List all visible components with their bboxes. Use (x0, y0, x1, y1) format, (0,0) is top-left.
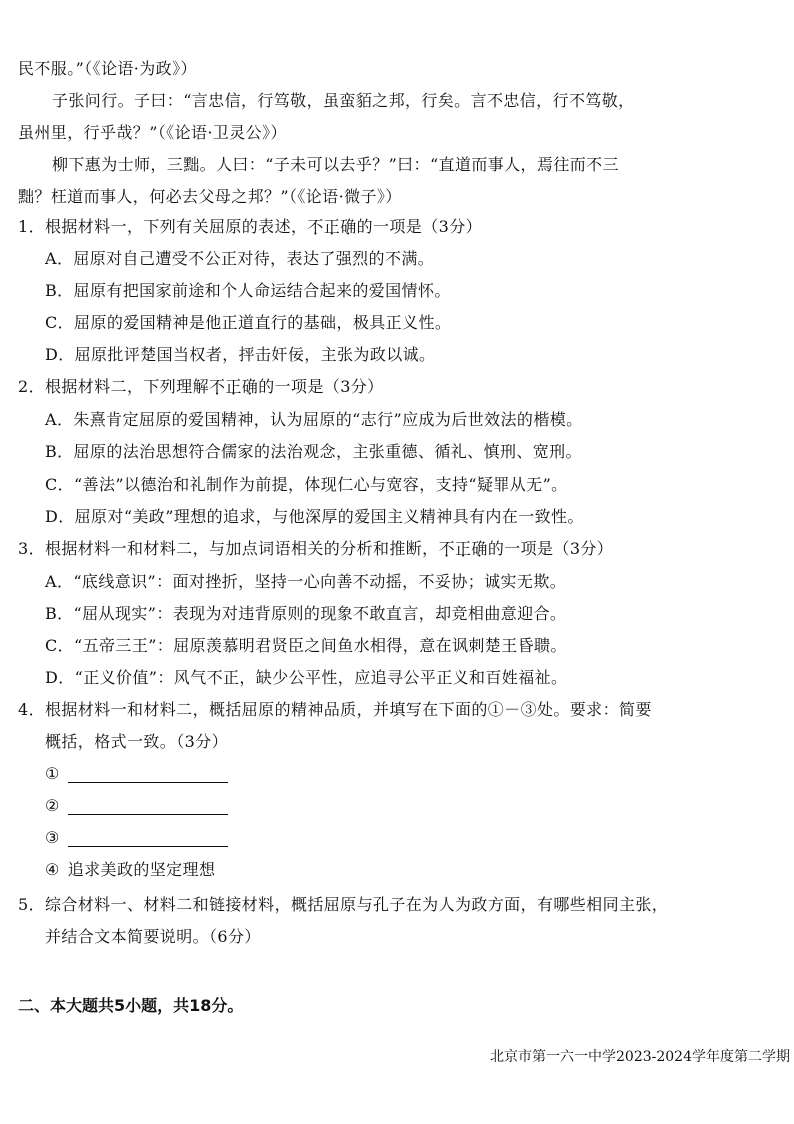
quote-line-2: 子张问行。子曰：“言忠信，行笃敬，虽蛮貊之邦，行矣。言不忠信，行不笃敬， (52, 91, 635, 110)
q1-option-a: A．屈原对自己遭受不公正对待，表达了强烈的不满。 (45, 249, 435, 268)
question-5-line-2: 并结合文本简要说明。（6分） (45, 927, 261, 946)
q3-option-b: B．“屈从现实”：表现为对违背原则的现象不敢直言，却竞相曲意迎合。 (45, 604, 567, 623)
item-4-text: 追求美政的坚定理想 (67, 860, 216, 879)
q1-option-d: D．屈原批评楚国当权者，抨击奸佞，主张为政以诚。 (45, 345, 436, 364)
q3-emphasis-char-1: 不 (438, 539, 455, 558)
question-4-line-2: 概括，格式一致。（3分） (45, 732, 228, 751)
item-marker-4: ④ (45, 860, 60, 879)
q2-option-d: D．屈原对“美政”理想的追求，与他深厚的爱国主义精神具有内在一致性。 (45, 507, 584, 526)
question-3-stem (18, 537, 786, 561)
q1-emphasis-char-2: 正 (323, 217, 341, 236)
q3-stem-pre: 3．根据材料一和材料二，与加点词语相关的分析和推断， (18, 539, 439, 558)
quote-line-5: 黜？枉道而事人，何必去父母之邦？”（《论语·微子》） (18, 187, 402, 206)
answer-line-3[interactable] (68, 830, 228, 847)
q1-emphasis-char-1: 不 (307, 217, 324, 236)
question-5-line-1: 5．综合材料一、材料二和链接材料，概括屈原与孔子在为人为政方面，有哪些相同主张， (18, 895, 669, 914)
answer-blank-3 (45, 826, 786, 850)
page-footer: 北京市第一六一中学2023-2024学年度第二学期 (490, 1049, 790, 1065)
q3-stem-post: 的一项是（3分） (487, 539, 614, 558)
section-2-title: 二、本大题共5小题，共18分。 (18, 996, 244, 1015)
q1-stem-pre: 1．根据材料一，下列有关屈原的表述， (18, 217, 308, 236)
question-2-stem (18, 375, 786, 399)
q2-option-c: C．“善法”以德治和礼制作为前提，体现仁心与宽容，支持“疑罪从无”。 (45, 475, 568, 494)
answer-line-2[interactable] (68, 798, 228, 815)
q1-option-b: B．屈原有把国家前途和个人命运结合起来的爱国情怀。 (45, 281, 451, 300)
q3-option-c: C．“五帝三王”：屈原羡慕明君贤臣之间鱼水相得，意在讽刺楚王昏聩。 (45, 636, 567, 655)
quote-line-4: 柳下惠为士师，三黜。人曰：“子未可以去乎？”曰：“直道而事人，焉往而不三 (52, 155, 619, 174)
q3-emphasis-char-2: 正 (455, 539, 472, 558)
quote-line-3: 虽州里，行乎哉？”（《论语·卫灵公》） (18, 123, 287, 142)
q2-stem-post: 的一项是（3分） (258, 377, 384, 396)
q3-emphasis-char-3: 确 (471, 539, 488, 558)
q3-option-a: A．“底线意识”：面对挫折，坚持一心向善不动摇，不妥协；诚实无欺。 (45, 572, 567, 591)
question-1-stem (18, 215, 786, 239)
q1-emphasis-char-3: 确 (340, 217, 357, 236)
answer-line-1[interactable] (68, 766, 228, 783)
q2-stem-pre: 2．根据材料二，下列理解 (18, 377, 209, 396)
q2-emphasis-char-3: 确 (241, 377, 259, 396)
answer-item-4 (45, 858, 786, 882)
q2-option-b: B．屈原的法治思想符合儒家的法治观念，主张重德、循礼、慎刑、宽刑。 (45, 442, 582, 461)
q3-option-d: D．“正义价值”：风气不正，缺少公平性，应追寻公平正义和百姓福祉。 (45, 668, 568, 687)
answer-blank-1 (45, 762, 786, 786)
q1-option-c: C．屈原的爱国精神是他正道直行的基础，极具正义性。 (45, 313, 452, 332)
q2-option-a: A．朱熹肯定屈原的爱国精神，认为屈原的“志行”应成为后世效法的楷模。 (45, 410, 583, 429)
q2-emphasis-char-1: 不 (208, 377, 226, 396)
q1-stem-post: 的一项是（3分） (356, 217, 482, 236)
answer-blank-2 (45, 794, 786, 818)
blank-marker-2: ② (45, 796, 60, 815)
blank-marker-3: ③ (45, 828, 60, 847)
blank-marker-1: ① (45, 764, 60, 783)
quote-line-1: 民不服。”（《论语·为政》） (18, 59, 197, 78)
question-4-line-1: 4．根据材料一和材料二，概括屈原的精神品质，并填写在下面的①－③处。要求：简要 (18, 700, 652, 719)
q2-emphasis-char-2: 正 (225, 377, 242, 396)
